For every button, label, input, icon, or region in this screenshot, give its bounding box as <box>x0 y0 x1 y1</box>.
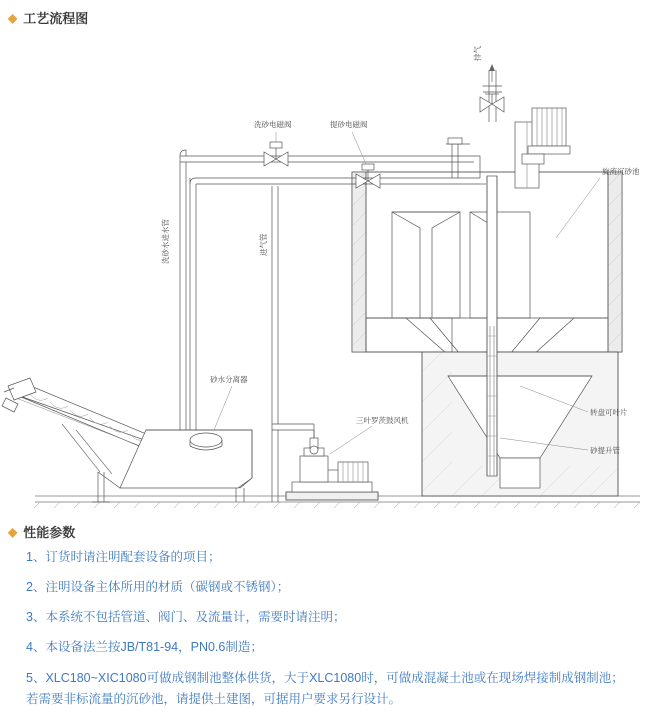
param-text: 5、XLC180~XIC1080可做成钢制池整体供货，大于XLC1080时，可做成混凝土池或在现场焊接制成钢制池； <box>26 670 624 685</box>
label-sand-lift-valve: 提砂电磁阀 <box>330 120 368 129</box>
list-item <box>26 669 646 708</box>
process-flow-diagram <box>0 26 660 516</box>
param-subtext: 若需要非标流量的沉砂池，请提供土建图，可据用户要求另行设计。 <box>26 691 402 706</box>
label-cyclone-grit-tank: 旋流沉砂池 <box>602 167 640 176</box>
list-item <box>26 608 646 626</box>
label-sand-lift-pipe: 砂提升管 <box>590 446 620 455</box>
param-text: 1、订货时请注明配套设备的项目； <box>26 550 221 564</box>
label-exhaust: 排气 <box>473 46 482 61</box>
label-sand-wash-valve: 洗砂电磁阀 <box>254 120 292 129</box>
performance-parameter-list <box>26 548 646 720</box>
param-text: 2、注明设备主体所用的材质（碳钢或不锈钢）； <box>26 580 290 595</box>
label-roots-blower: 三叶罗茨鼓风机 <box>356 416 409 425</box>
section-title-process: 工艺流程图 <box>23 11 89 26</box>
list-item <box>26 548 646 566</box>
list-item <box>26 638 646 656</box>
section-header-process <box>8 8 88 27</box>
label-air-inlet-pipe: 进气管 <box>259 233 268 256</box>
param-text: 4、本设备法兰按JB/T81-94，PN0.6制造； <box>26 640 263 655</box>
label-wash-water-pipe: 洗砂水进水管 <box>161 219 170 264</box>
section-title-params: 性能参数 <box>23 525 76 540</box>
label-sand-water-separator: 砂水分离器 <box>210 375 248 384</box>
label-rotating-impeller: 转盘可叶片 <box>590 408 628 417</box>
list-item <box>26 578 646 596</box>
section-header-params <box>8 522 75 541</box>
diamond-icon-params: ◆ <box>8 524 18 539</box>
param-text: 3、本系统不包括管道、阀门、及流量计，需要时请注明； <box>26 610 346 625</box>
diamond-icon: ◆ <box>8 10 18 25</box>
